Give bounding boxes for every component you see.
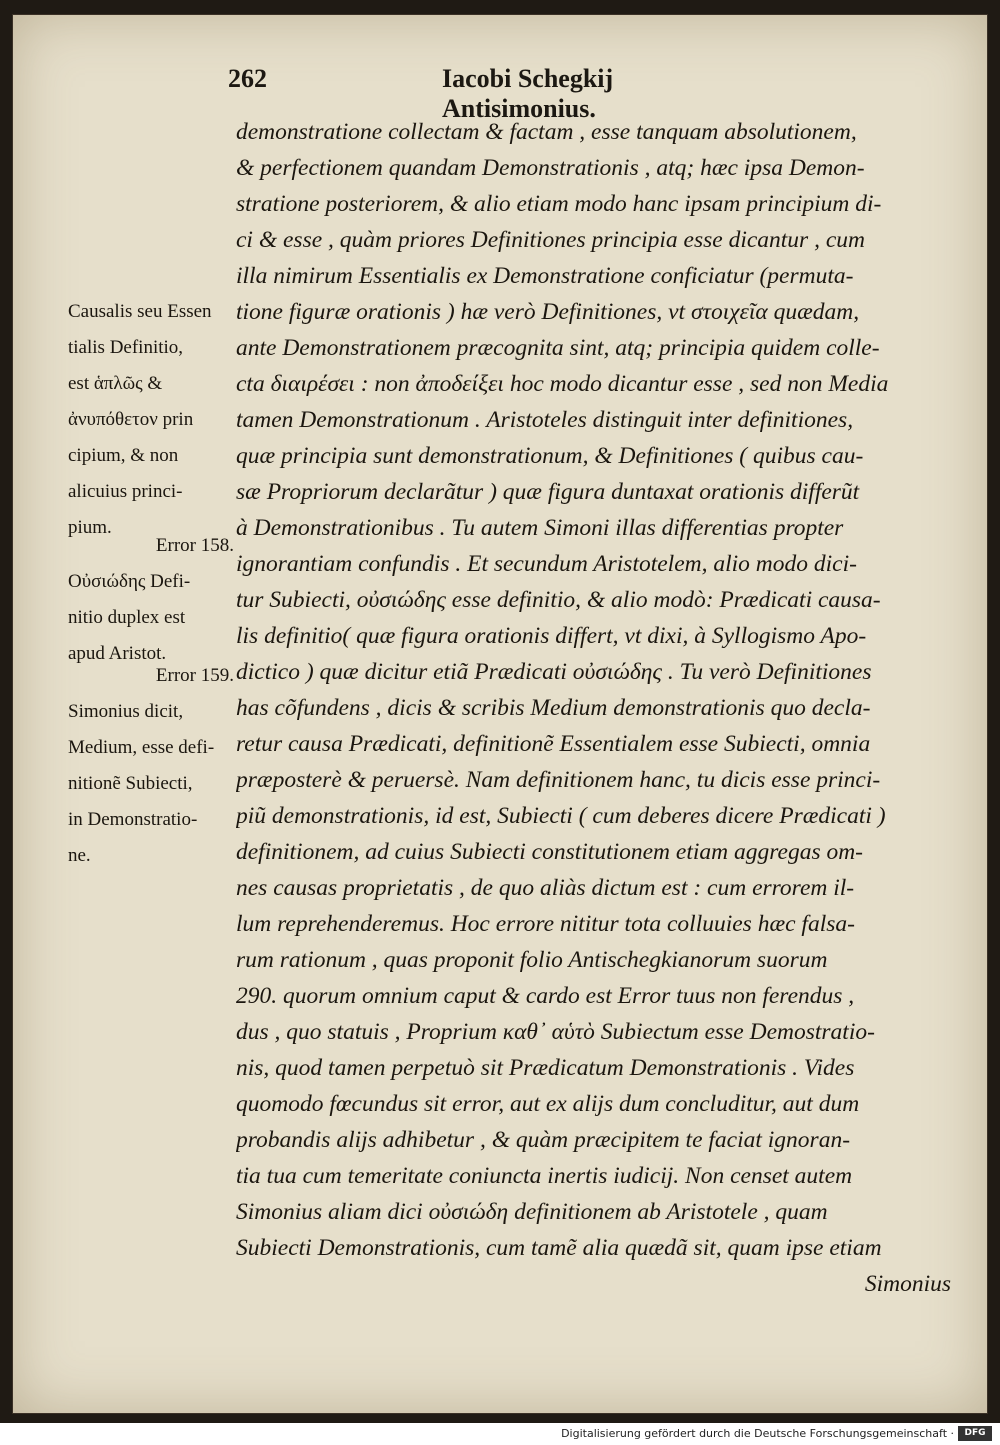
page-header bbox=[228, 64, 768, 123]
dfg-logo: DFG bbox=[958, 1426, 992, 1441]
margin-line: Error 158. bbox=[155, 535, 234, 556]
margin-line: tialis Definitio, bbox=[68, 337, 184, 358]
text-line: cta διαιρέσει : non ἀποδείξει hoc modo dicantur esse , sed non Media bbox=[236, 371, 889, 397]
text-line: 290. quorum omnium caput & cardo est Error tuus non ferendus , bbox=[236, 983, 855, 1009]
text-line: tia tua cum temeritate coniuncta inertis iudicij. Non censet autem bbox=[236, 1163, 853, 1189]
margin-line: alicuius princi- bbox=[68, 481, 183, 502]
text-line: illa nimirum Essentialis ex Demonstratione conficiatur (permuta- bbox=[236, 263, 854, 289]
text-line: quæ principia sunt demonstrationum, & Definitiones ( quibus cau- bbox=[236, 443, 864, 469]
text-line: à Demonstrationibus . Tu autem Simoni illas differentias propter bbox=[236, 515, 844, 541]
margin-line: cipium, & non bbox=[68, 445, 179, 466]
margin-line: est ἁπλῶς & bbox=[68, 373, 163, 394]
margin-line: in Demonstratio- bbox=[68, 809, 198, 830]
margin-line: pium. bbox=[68, 517, 112, 538]
margin-line: Οὐσιώδης Defi- bbox=[68, 571, 191, 592]
text-line: tur Subiecti, οὐσιώδης esse definitio, & alio modò: Prædicati causa- bbox=[236, 587, 881, 613]
marginal-note-error-159 bbox=[68, 658, 240, 874]
text-line: stratione posteriorem, & alio etiam modo hanc ipsam principium di- bbox=[236, 191, 882, 217]
text-line: Simonius aliam dici οὐσιώδη definitionem ab Aristotele , quam bbox=[236, 1199, 828, 1225]
text-line: nis, quod tamen perpetuò sit Prædicatum Demonstrationis . Vides bbox=[236, 1055, 855, 1081]
marginal-note-error-158 bbox=[68, 528, 240, 672]
text-line: lum reprehenderemus. Hoc errore nititur tota colluuies hæc falsa- bbox=[236, 911, 855, 937]
text-line: retur causa Prædicati, definitionẽ Essentialem esse Subiecti, omnia bbox=[236, 731, 871, 757]
margin-line: nitionẽ Subiecti, bbox=[68, 773, 193, 794]
margin-line: Medium, esse defi- bbox=[68, 737, 215, 758]
marginal-note-causal-definition bbox=[68, 294, 240, 546]
text-line: definitionem, ad cuius Subiecti constitutionem etiam aggregas om- bbox=[236, 839, 864, 865]
text-line: demonstratione collectam & factam , esse tanquam absolutionem, bbox=[236, 119, 857, 145]
text-line: piũ demonstrationis, id est, Subiecti ( cum deberes dicere Prædicati ) bbox=[236, 803, 886, 829]
page-number: 262 bbox=[228, 64, 267, 93]
text-line: ignorantiam confundis . Et secundum Aristotelem, alio modo dici- bbox=[236, 551, 857, 577]
margin-line: nitio duplex est bbox=[68, 607, 186, 628]
margin-line: Error 159. bbox=[155, 665, 234, 686]
text-line: dictico ) quæ dicitur etiã Prædicati οὐσιώδης . Tu verò Definitiones bbox=[236, 659, 872, 685]
funding-credit: Digitalisierung gefördert durch die Deutsche Forschungsgemeinschaft · bbox=[561, 1427, 954, 1440]
text-line: præposterè & peruersè. Nam definitionem hanc, tu dicis esse princi- bbox=[236, 767, 881, 793]
text-line: sæ Propriorum declarãtur ) quæ figura duntaxat orationis differũt bbox=[236, 479, 860, 505]
text-line: ante Demonstrationem præcognita sint, atq; principia quidem colle- bbox=[236, 335, 880, 361]
margin-line: Simonius dicit, bbox=[68, 701, 184, 722]
margin-line: Causalis seu Essen bbox=[68, 301, 212, 322]
text-line: rum rationum , quas proponit folio Antischegkianorum suorum bbox=[236, 947, 828, 973]
margin-line: ne. bbox=[68, 845, 91, 866]
margin-line: apud Aristot. bbox=[68, 643, 167, 664]
digitization-footer bbox=[0, 1423, 1000, 1445]
running-head: Iacobi Schegkij Antisimonius. bbox=[442, 64, 614, 123]
main-text-block bbox=[236, 114, 951, 1302]
text-line: nes causas proprietatis , de quo aliàs dictum est : cum errorem il- bbox=[236, 875, 855, 901]
text-line: quomodo fœcundus sit error, aut ex alijs dum concluditur, aut dum bbox=[236, 1091, 860, 1117]
text-line: ci & esse , quàm priores Definitiones principia esse dicantur , cum bbox=[236, 227, 865, 253]
catchword: Simonius bbox=[864, 1271, 951, 1297]
text-line: & perfectionem quandam Demonstrationis , atq; hæc ipsa Demon- bbox=[236, 155, 865, 181]
text-line: probandis alijs adhibetur , & quàm præcipitem te faciat ignoran- bbox=[236, 1127, 851, 1153]
text-line: dus , quo statuis , Proprium καθ᾽ αὑτὸ Subiectum esse Demostratio- bbox=[236, 1019, 875, 1045]
text-line: lis definitio( quæ figura orationis differt, vt dixi, à Syllogismo Apo- bbox=[236, 623, 867, 649]
text-line: tione figuræ orationis ) hæ verò Definitiones, vt στοιχεῖα quædam, bbox=[236, 299, 860, 325]
text-line: Subiecti Demonstrationis, cum tamẽ alia quædã sit, quam ipse etiam bbox=[236, 1235, 882, 1261]
text-line: tamen Demonstrationum . Aristoteles distinguit inter definitiones, bbox=[236, 407, 854, 433]
margin-line: ἀνυπόθετον prin bbox=[68, 409, 194, 430]
text-line: has cõfundens , dicis & scribis Medium demonstrationis quo decla- bbox=[236, 695, 871, 721]
